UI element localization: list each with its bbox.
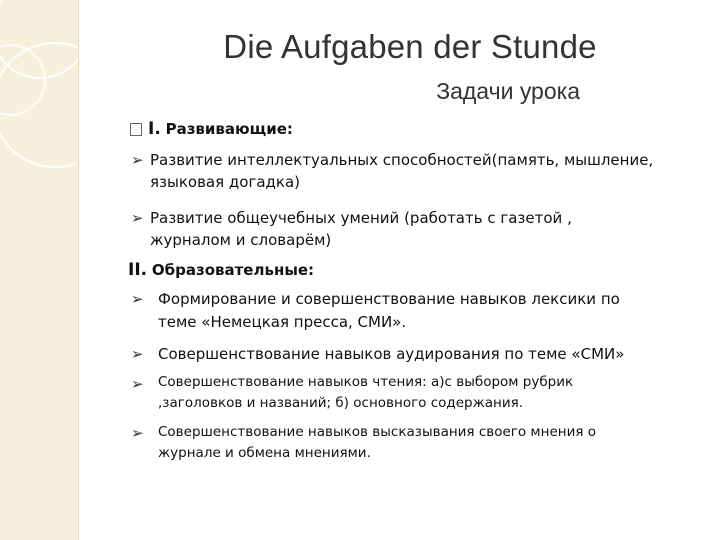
section-roman: I. bbox=[148, 119, 161, 139]
arrow-bullet-icon: ➢ bbox=[131, 151, 144, 169]
section-roman: II. bbox=[128, 260, 148, 280]
decorative-sidebar bbox=[0, 0, 79, 540]
list-item-line: Совершенствование навыков высказывания своего мнения о bbox=[158, 424, 597, 440]
decorative-circles bbox=[0, 0, 78, 540]
arrow-bullet-icon: ➢ bbox=[131, 345, 144, 363]
slide-title: Die Aufgaben der Stunde bbox=[223, 28, 597, 65]
list-item-line: ,заголовков и названий; б) основного содержания. bbox=[158, 395, 524, 411]
arrow-bullet-icon: ➢ bbox=[131, 209, 144, 227]
arrow-bullet-icon: ➢ bbox=[131, 424, 144, 442]
list-item-line: теме «Немецкая пресса, СМИ». bbox=[158, 313, 407, 331]
section-heading-2 bbox=[128, 259, 314, 281]
list-item-line: Развитие общеучебных умений (работать с газетой , bbox=[150, 209, 572, 227]
slide-subtitle: Задачи урока bbox=[436, 78, 580, 104]
list-item-line: Формирование и совершенствование навыков лексики по bbox=[158, 290, 620, 308]
section-heading-text: Образовательные: bbox=[151, 261, 315, 279]
section-heading-1 bbox=[148, 118, 293, 140]
list-item-line: языковая догадка) bbox=[150, 173, 300, 191]
arrow-bullet-icon: ➢ bbox=[131, 375, 144, 393]
list-item-line: Развитие интеллектуальных способностей(память, мышление, bbox=[150, 151, 654, 169]
checkbox-square-icon bbox=[130, 123, 142, 136]
list-item-line: журнале и обмена мнениями. bbox=[158, 445, 371, 461]
list-item-line: Совершенствование навыков чтения: а)с выбором рубрик bbox=[158, 374, 574, 390]
list-item-line: журналом и словарём) bbox=[150, 231, 332, 249]
arrow-bullet-icon: ➢ bbox=[131, 290, 144, 308]
list-item-line: Совершенствование навыков аудирования по теме «СМИ» bbox=[158, 345, 625, 363]
section-heading-text: Развивающие: bbox=[165, 120, 293, 138]
